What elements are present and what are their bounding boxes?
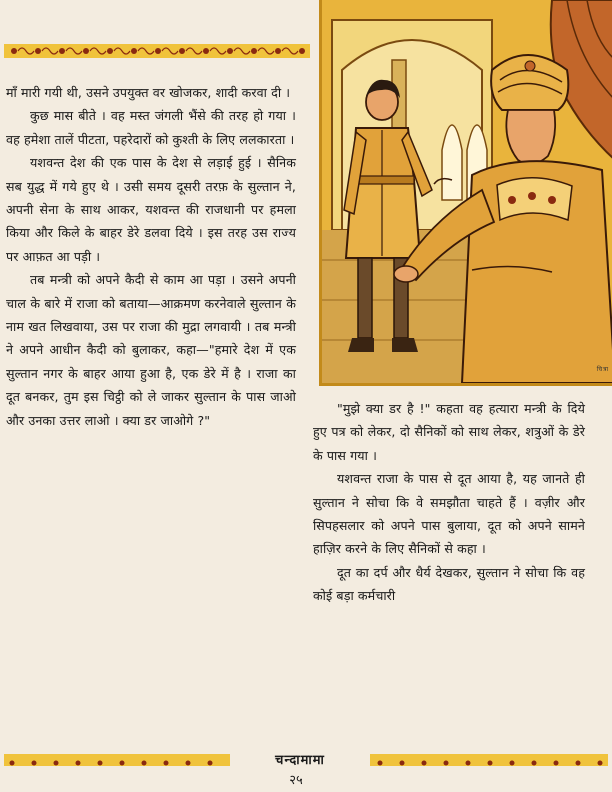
right-paragraph-1: "मुझे क्या डर है !" कहता वह हत्यारा मन्त्री के दिये हुए पत्र को लेकर, दो सैनिकों को साथ लेकर, शत्रुओं के डेरे के पास गया । — [313, 401, 585, 463]
footer-band-left — [4, 754, 230, 766]
magazine-title: चन्दामामा — [275, 753, 325, 768]
left-paragraph-1: माँ मारी गयी थी, उसने उपयुक्त वर खोजकर, शादी करवा दी । — [6, 85, 291, 100]
left-paragraph-4: तब मन्त्री को अपने कैदी से काम आ पड़ा । उसने अपनी चाल के बारे में राजा को बताया—आक्रमण करनेवाले सुल्तान के नाम खत लिखवाया, उस पर राजा की मुद्रा लगवायी । तब मन्त्री ने अपने आधीन कैदी को बुलाकर, कहा—"हमारे देश में एक सुल्तान नगर के बाहर आया हुआ है, एक डेरे में है । राजा का दूत बनकर, तुम इस चिट्ठी को ले जाकर सुल्तान के पास जाओ और उनका उत्तर लाओ । क्या डर जाओगे ?" — [6, 272, 296, 428]
left-paragraph-2: कुछ मास बीते । वह मस्त जंगली भैंसे की तरह हो गया । वह हमेशा तालें पीटता, पहरेदारों को कुश्ती के लिए ललकारता । — [6, 108, 296, 147]
footer-ornament-left — [4, 757, 230, 769]
footer-band-right — [370, 754, 608, 766]
footer-ornament-right — [370, 757, 608, 769]
left-paragraph-3: यशवन्त देश की एक पास के देश से लड़ाई हुई । सैनिक सब युद्ध में गये हुए थे । उसी समय दूसरी तरफ़ के सुल्तान ने, अपनी सेना के साथ आकर, यशवन्त की राजधानी पर हमला किया और किले के बाहर डेरे डलवा दिये । इस तरह उस राज्य पर आफ़त आ पड़ी । — [6, 155, 296, 264]
ornament-pattern — [4, 44, 310, 58]
right-paragraph-3: दूत का दर्प और धैर्य देखकर, सुल्तान ने सोचा कि वह कोई बड़ा कर्मचारी — [313, 564, 585, 604]
top-ornament-band — [4, 44, 310, 58]
right-column-text — [313, 397, 585, 608]
left-column-text — [6, 81, 296, 432]
story-illustration — [319, 0, 612, 386]
right-paragraph-2: यशवन्त राजा के पास से दूत आया है, यह जानते ही सुल्तान ने सोचा कि वे समझौता चाहते हैं । वज़ीर और सिपहसलार को अपने पास बुलाया, दूत को अपने सामने हाज़िर करने के लिए सैनिकों से कहा । — [313, 471, 585, 557]
page-number: २५ — [289, 773, 303, 788]
artist-signature: चित्रा — [596, 366, 609, 373]
illustration-scene — [322, 0, 612, 383]
